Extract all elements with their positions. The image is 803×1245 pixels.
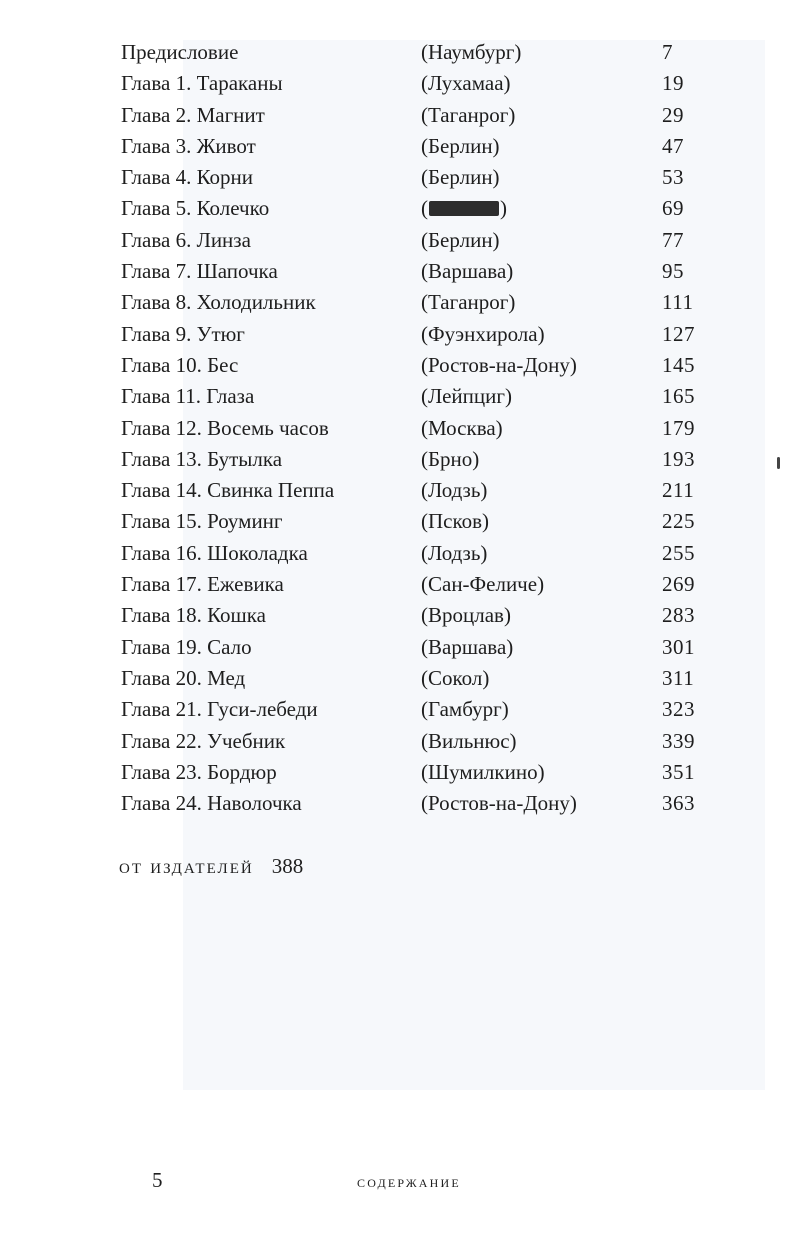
toc-row [0, 350, 803, 381]
toc-title: Глава 8. Холодильник [121, 290, 316, 315]
toc-row [0, 100, 803, 131]
publishers-note-page: 388 [271, 854, 304, 878]
toc-city: (Варшава) [421, 259, 514, 284]
toc-title: Глава 6. Линза [121, 227, 251, 252]
toc-row [0, 663, 803, 694]
toc-title: Предисловие [121, 40, 239, 64]
toc-title: Глава 15. Роуминг [121, 509, 283, 534]
toc-page: 179 [662, 415, 695, 440]
toc-city: (Сан-Феличе) [421, 572, 545, 597]
city-close-paren: ) [500, 196, 507, 221]
redaction-bar [429, 201, 499, 216]
toc-city: (Вроцлав) [421, 603, 511, 628]
toc-title: Глава 13. Бутылка [121, 446, 283, 471]
toc-row [0, 193, 803, 224]
toc-title: Глава 17. Ежевика [121, 572, 284, 597]
toc-page: 165 [662, 384, 695, 409]
toc-page: 283 [662, 603, 695, 628]
toc-page: 363 [662, 791, 695, 816]
toc-city: (Лодзь) [421, 540, 488, 565]
toc-city: (Гамбург) [421, 697, 509, 722]
page-number: 5 [152, 1168, 163, 1192]
toc-page: 351 [662, 759, 695, 784]
toc-title: Глава 19. Сало [121, 634, 252, 659]
toc-city-redacted [421, 193, 507, 224]
toc-city: (Берлин) [421, 227, 500, 252]
toc-row [0, 381, 803, 412]
toc-title: Глава 22. Учебник [121, 728, 286, 753]
toc-page: 301 [662, 634, 695, 659]
toc-city: (Наумбург) [421, 40, 522, 64]
toc-city: (Варшава) [421, 634, 514, 659]
toc-city: (Лейпциг) [421, 384, 512, 409]
toc-title: Глава 14. Свинка Пеппа [121, 478, 335, 503]
running-head: содержание [357, 1172, 461, 1191]
toc-title: Глава 4. Корни [121, 165, 254, 190]
toc-page: 7 [662, 40, 673, 64]
toc-page: 339 [662, 728, 695, 753]
toc-city: (Лодзь) [421, 478, 488, 503]
toc-city: (Псков) [421, 509, 490, 534]
toc-row [0, 694, 803, 725]
toc-title: Глава 3. Живот [121, 133, 256, 158]
toc-city: (Сокол) [421, 665, 490, 690]
toc-page: 311 [662, 665, 695, 690]
toc-page: 47 [662, 133, 684, 158]
toc-row [0, 788, 803, 819]
toc-title: Глава 10. Бес [121, 352, 239, 377]
toc-city: (Берлин) [421, 133, 500, 158]
publishers-note-entry [119, 851, 303, 881]
toc-page: 211 [662, 478, 695, 503]
toc-row [0, 37, 803, 68]
toc-title: Глава 9. Утюг [121, 321, 245, 346]
toc-city: (Ростов-на-Дону) [421, 352, 577, 377]
toc-page: 225 [662, 509, 695, 534]
toc-page: 193 [662, 446, 695, 471]
city-open-paren: ( [421, 196, 428, 221]
toc-row [0, 68, 803, 99]
toc-row [0, 162, 803, 193]
toc-title: Глава 21. Гуси-лебеди [121, 697, 318, 722]
toc-row [0, 726, 803, 757]
toc-row [0, 319, 803, 350]
toc-city: (Лухамаа) [421, 71, 511, 96]
toc-row [0, 538, 803, 569]
toc-row [0, 287, 803, 318]
toc-row [0, 632, 803, 663]
toc-page: 255 [662, 540, 695, 565]
toc-title: Глава 7. Шапочка [121, 259, 278, 284]
toc-page: 145 [662, 352, 695, 377]
toc-title: Глава 2. Магнит [121, 102, 265, 127]
toc-row [0, 506, 803, 537]
toc-city: (Шумилкино) [421, 759, 545, 784]
toc-title: Глава 18. Кошка [121, 603, 266, 628]
toc-page: 53 [662, 165, 684, 190]
toc-title: Глава 1. Тараканы [121, 71, 283, 96]
toc-title: Глава 12. Восемь часов [121, 415, 329, 440]
toc-city: (Фуэнхирола) [421, 321, 545, 346]
toc-title: Глава 16. Шоколадка [121, 540, 308, 565]
toc-city: (Вильнюс) [421, 728, 517, 753]
toc-row [0, 256, 803, 287]
toc-city: (Таганрог) [421, 102, 516, 127]
toc-page: 111 [662, 290, 694, 315]
toc-page: 269 [662, 572, 695, 597]
toc-title: Глава 5. Колечко [121, 196, 270, 221]
toc-page: 323 [662, 697, 695, 722]
toc-title: Глава 11. Глаза [121, 384, 255, 409]
toc-page: 127 [662, 321, 695, 346]
toc-title: Глава 20. Мед [121, 665, 246, 690]
toc-page: 77 [662, 227, 684, 252]
toc-row [0, 600, 803, 631]
toc-page: 19 [662, 71, 684, 96]
toc-city: (Брно) [421, 446, 480, 471]
toc-title: Глава 23. Бордюр [121, 759, 277, 784]
publishers-note-label: от издателей [119, 854, 254, 878]
toc-row [0, 131, 803, 162]
toc-row [0, 757, 803, 788]
toc-row [0, 413, 803, 444]
table-of-contents [0, 37, 803, 819]
toc-row [0, 225, 803, 256]
toc-city: (Таганрог) [421, 290, 516, 315]
toc-page: 69 [662, 196, 684, 221]
toc-page: 29 [662, 102, 684, 127]
toc-city: (Берлин) [421, 165, 500, 190]
toc-city: (Ростов-на-Дону) [421, 791, 577, 816]
toc-page: 95 [662, 259, 684, 284]
toc-title: Глава 24. Наволочка [121, 791, 302, 816]
toc-city: (Москва) [421, 415, 503, 440]
toc-row [0, 569, 803, 600]
toc-row [0, 444, 803, 475]
toc-row [0, 475, 803, 506]
